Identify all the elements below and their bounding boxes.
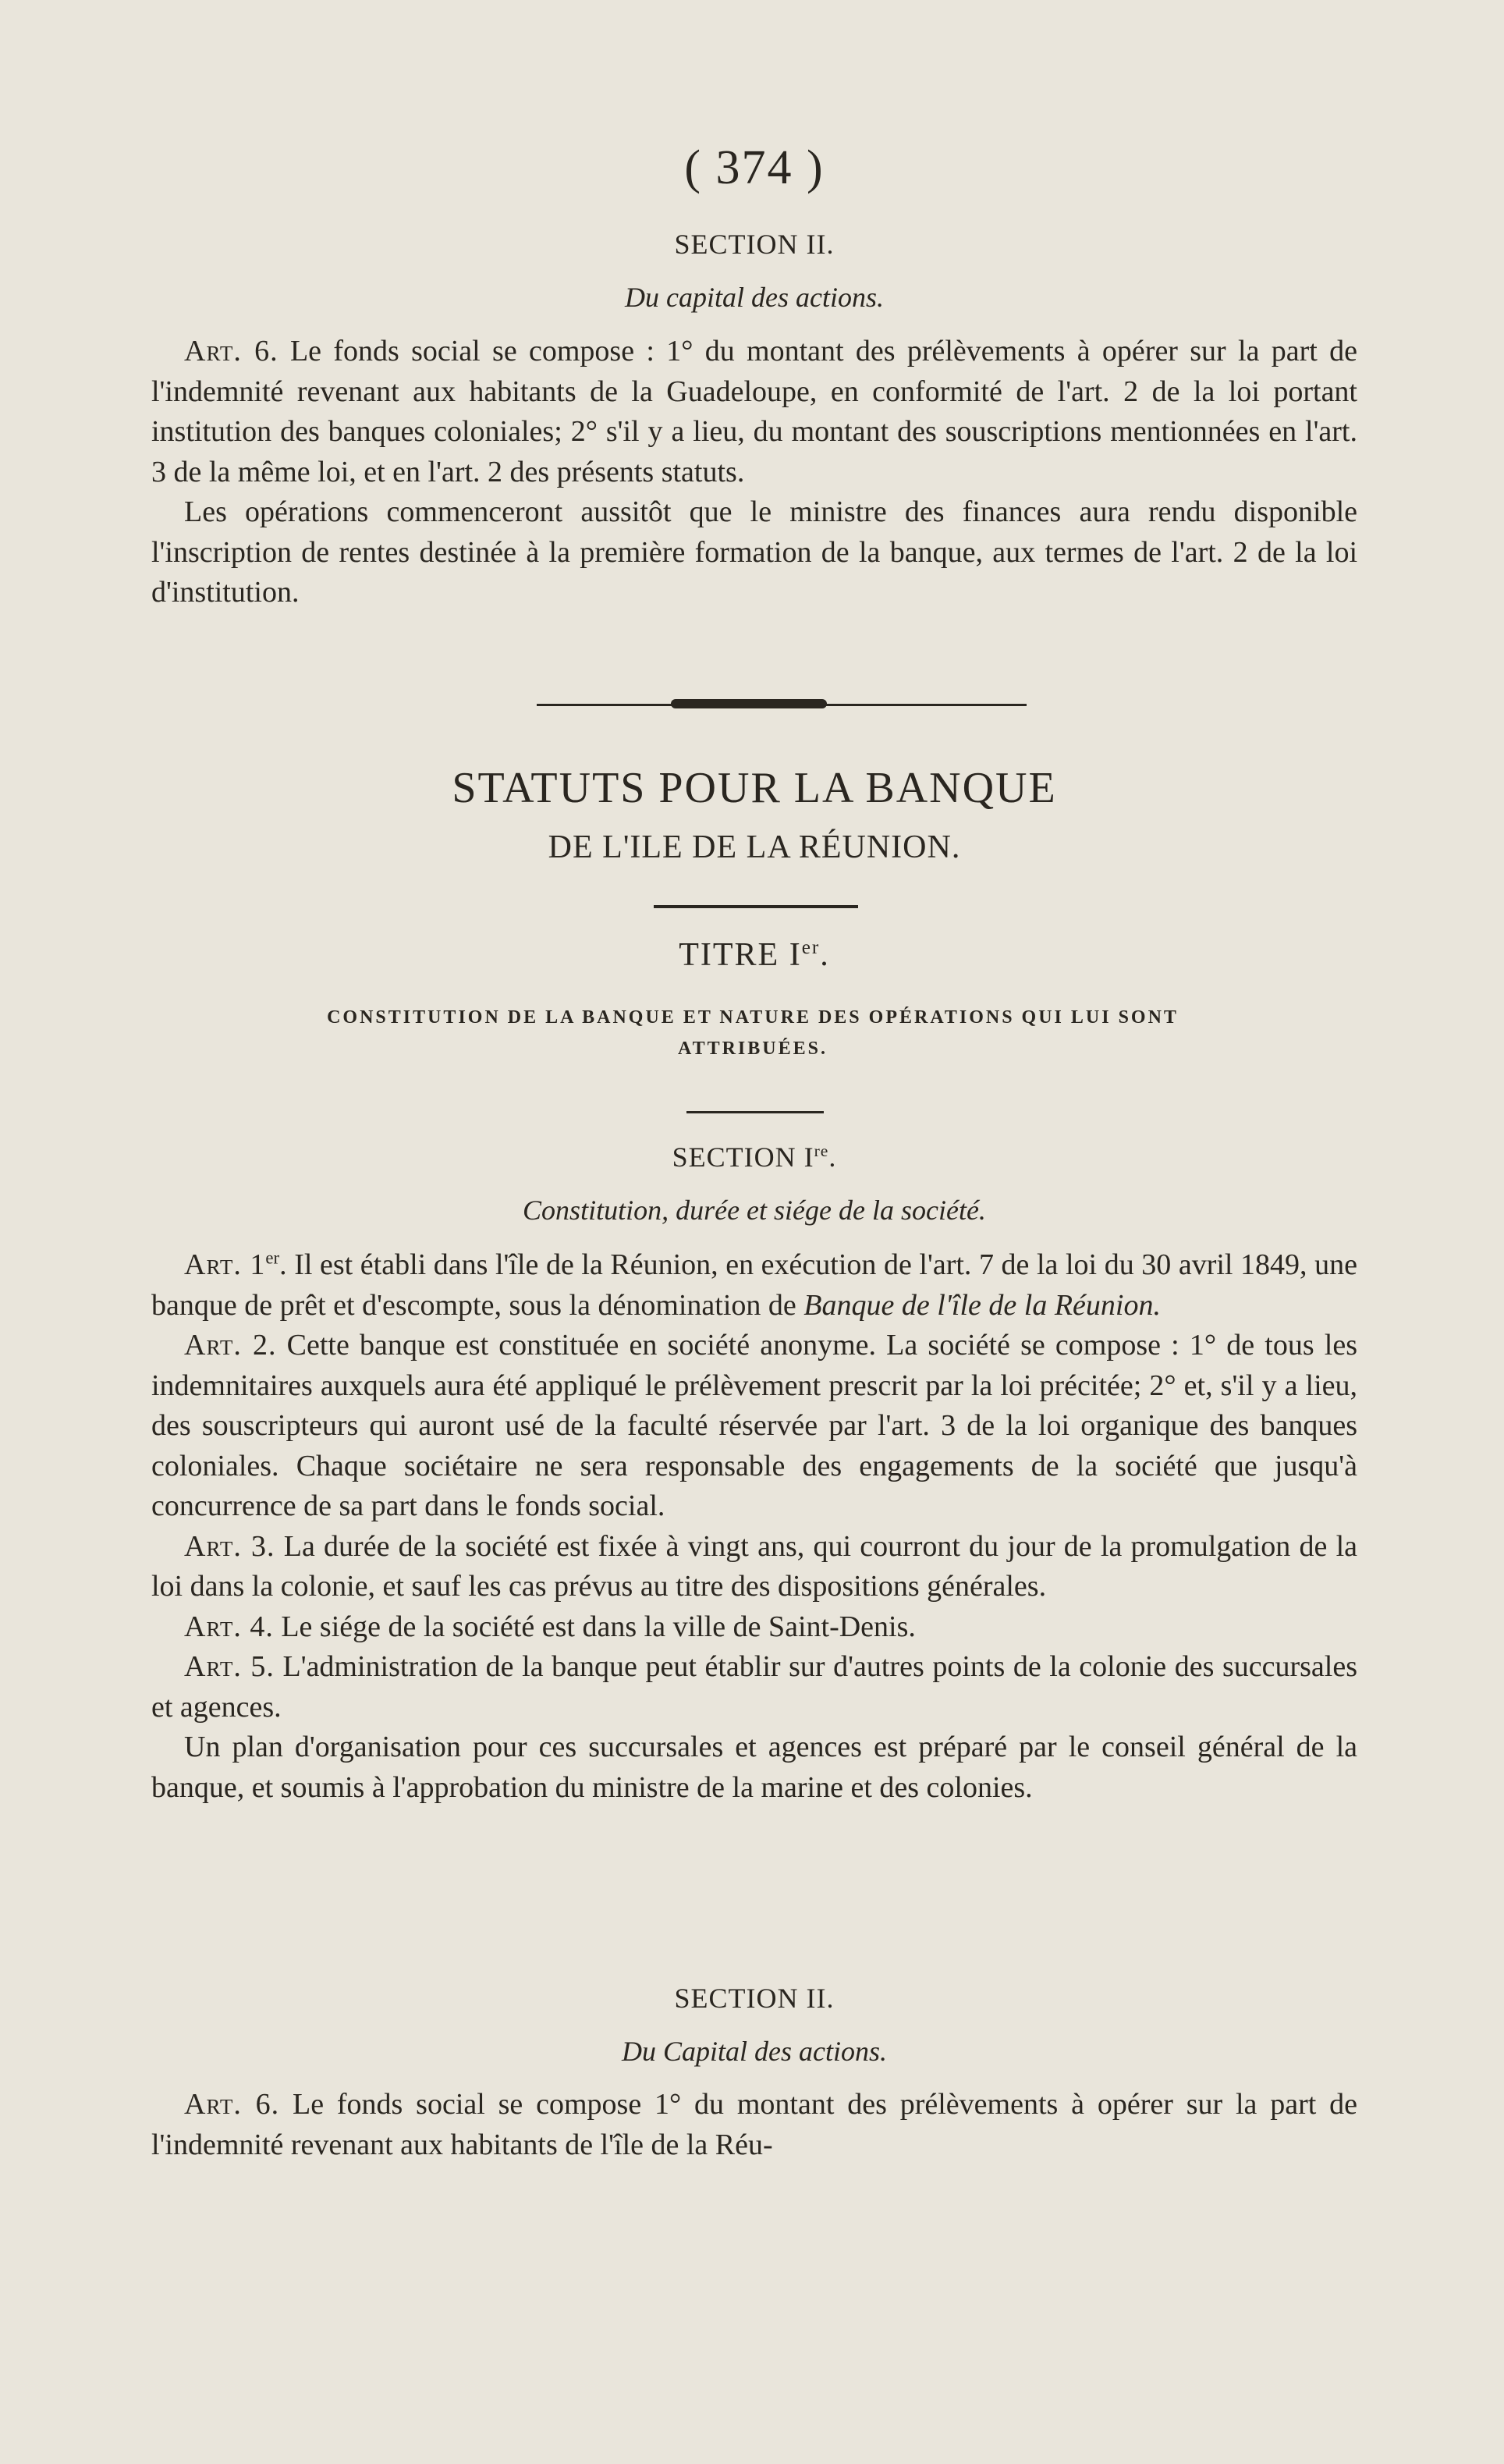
- article-2-text: Cette banque est constituée en société anonyme. La société se compose : 1° de tous les indemnitaires auxquels aura été appliqué le prélèvement prescrit par la loi précitée; 2° et, s'il y a lieu, des souscripteurs qui auront usé de la faculté réservée par l'art. 3 de la loi organique des banques coloniales. Chaque sociétaire ne sera responsable des engagements de la société que jusqu'à concurrence de sa part dans le fonds social.: [151, 1329, 1357, 1522]
- article-6-label: Art. 6.: [184, 2088, 280, 2121]
- section-subheading: Du capital des actions.: [625, 282, 884, 313]
- titre-description: CONSTITUTION DE LA BANQUE ET NATURE DES OPÉRATIONS QUI LUI SONT ATTRIBUÉES.: [327, 1007, 1179, 1059]
- main-subtitle: DE L'ILE DE LA RÉUNION.: [548, 829, 961, 865]
- article-4-label: Art. 4.: [184, 1610, 274, 1643]
- article-2: [151, 1326, 1357, 1527]
- article-1-sup: er: [265, 1248, 280, 1268]
- articles-body: [151, 1245, 1357, 1808]
- article-5: [151, 1647, 1357, 1727]
- article-2-label: Art. 2.: [184, 1329, 277, 1362]
- section-i-subheading: Constitution, durée et siége de la société.: [523, 1195, 986, 1226]
- article-1-label-end: .: [279, 1248, 287, 1281]
- article-label: Art. 6.: [184, 335, 278, 367]
- section-ii-subheading: Du Capital des actions.: [622, 2036, 887, 2067]
- section-i-sup: re: [814, 1141, 829, 1160]
- article-6-guadeloupe: [151, 332, 1357, 613]
- main-title: STATUTS POUR LA BANQUE: [452, 764, 1057, 812]
- article-1-label: Art. 1: [184, 1248, 266, 1281]
- article-6-reunion: [151, 2085, 1357, 2165]
- bank-name: Banque de l'île de la Réunion.: [803, 1288, 1161, 1322]
- article-1-text: Il est établi dans l'île de la Réunion, en exécution de l'art. 7 de la loi du 30 avril 1849, une banque de prêt et d'escompte, sous la dénomination de: [151, 1248, 1358, 1322]
- section-heading: SECTION II.: [674, 229, 835, 260]
- article-3: [151, 1527, 1357, 1607]
- page-number: ( 374 ): [684, 141, 825, 194]
- titre-label: TITRE I: [679, 937, 802, 973]
- titre-heading: [151, 936, 1357, 974]
- titre-end: .: [820, 937, 830, 973]
- article-1: [151, 1245, 1357, 1326]
- section-i-heading: [151, 1141, 1357, 1173]
- section-i-label: SECTION I: [672, 1141, 814, 1173]
- article-5-label: Art. 5.: [184, 1650, 275, 1683]
- paragraph: Les opérations commenceront aussitôt que le ministre des finances aura rendu disponible l'inscription de rentes destinée à la première formation de la banque, aux termes de l'art. 2 de la loi d'institution.: [151, 495, 1357, 609]
- ornament-center: [671, 699, 827, 708]
- article-5-text: L'administration de la banque peut établir sur d'autres points de la colonie des succursales et agences.: [151, 1650, 1358, 1724]
- article-5-paragraph-2: Un plan d'organisation pour ces succursales et agences est préparé par le conseil général de la banque, et soumis à l'approbation du ministre de la marine et des colonies.: [151, 1731, 1357, 1804]
- section-ii-heading: SECTION II.: [674, 1983, 835, 2014]
- article-4-text: Le siége de la société est dans la ville de Saint-Denis.: [273, 1610, 916, 1643]
- article-3-text: La durée de la société est fixée à vingt ans, qui courront du jour de la promulgation de la loi dans la colonie, et sauf les cas prévus au titre des dispositions générales.: [151, 1529, 1357, 1603]
- titre-sup: er: [801, 937, 821, 958]
- article-6-text: Le fonds social se compose 1° du montant des prélèvements à opérer sur la part de l'indemnité revenant aux habitants de l'île de la Réu-: [151, 2088, 1357, 2161]
- article-3-label: Art. 3.: [184, 1529, 275, 1563]
- article-text: Le fonds social se compose : 1° du montant des prélèvements à opérer sur la part de l'indemnité revenant aux habitants de la Guadeloupe, en conformité de l'art. 2 de la loi portant institution des banques coloniales; 2° s'il y a lieu, du montant des souscriptions mentionnées en l'art. 3 de la même loi, et en l'art. 2 des présents statuts.: [151, 335, 1357, 488]
- section-i-end: .: [828, 1141, 837, 1173]
- title-rule: [654, 905, 858, 908]
- section-rule: [686, 1111, 824, 1113]
- article-4: [151, 1607, 1357, 1648]
